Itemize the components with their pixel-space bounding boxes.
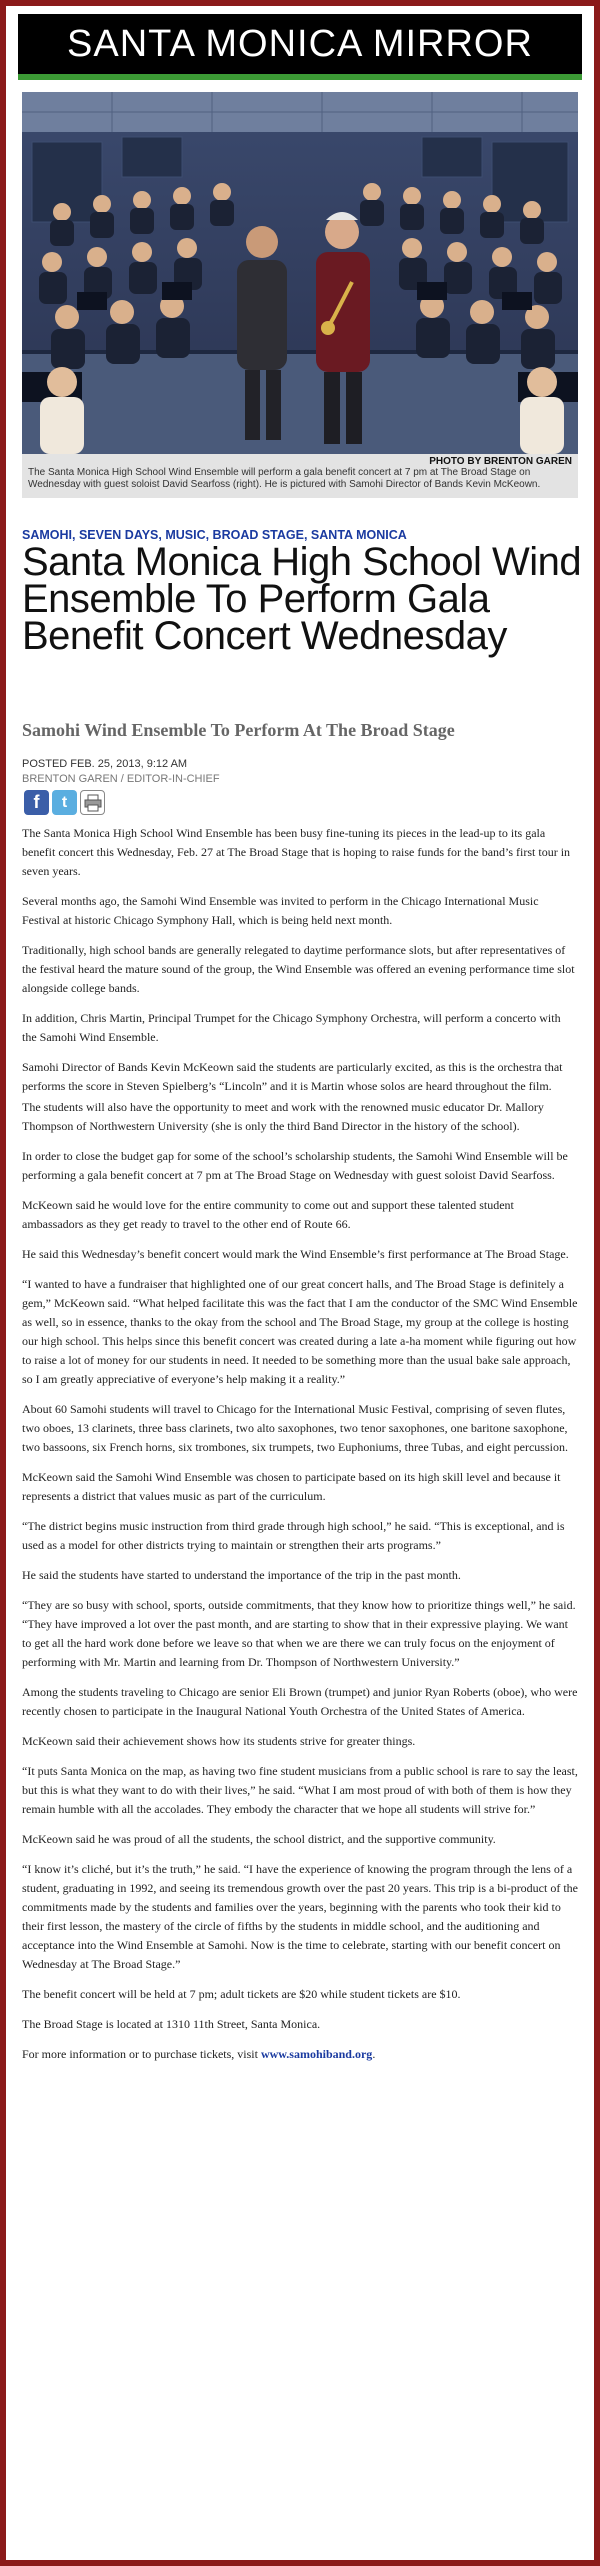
photo-credit: PHOTO BY BRENTON GAREN	[429, 456, 572, 467]
article-paragraph: About 60 Samohi students will travel to Chicago for the International Music Festival, comprising of seven flutes, two oboes, 13 clarinets, three bass clarinets, two alto saxophones, two tenor saxophones, one baritone saxophone, two bassoons, six French horns, six trombones, six trumpets, two Euphoniums, three Tubas, and eight percussion.	[22, 1402, 568, 1454]
share-buttons	[24, 790, 105, 815]
article-paragraph: McKeown said he was proud of all the students, the school district, and the supportive community.	[22, 1832, 496, 1846]
closing-paragraph	[22, 2045, 578, 2064]
printer-glyph	[84, 794, 102, 812]
article-paragraph: The Broad Stage is located at 1310 11th Street, Santa Monica.	[22, 2017, 321, 2031]
masthead-title: SANTA MONICA MIRROR	[67, 22, 533, 65]
twitter-icon[interactable]: t	[52, 790, 77, 815]
article-paragraph: McKeown said their achievement shows how its students strive for greater things.	[22, 1734, 416, 1748]
facebook-icon[interactable]: f	[24, 790, 49, 815]
article-paragraph: “I wanted to have a fundraiser that highlighted one of our great concert halls, and The Broad Stage is definitely a gem,” McKeown said. “What helped facilitate this was the fact that I am the conductor of the SMC Wind Ensemble as well, so in essence, thanks to the okay from the school and The Broad Stage, my group at the college is hosting our high school. This helps since this benefit concert was created during a late a-ha moment while figuring out how to raise a lot of money for our students in need. It needed to be something more than the usual bake sale approach, so I am greatly appreciative of everyone’s help making it a reality.”	[22, 1277, 578, 1386]
article-paragraph: Traditionally, high school bands are generally relegated to daytime performance slots, but after representatives of the festival heard the mature sound of the group, the Wind Ensemble was offered an evening performance time slot alongside college bands.	[22, 943, 575, 995]
article-body	[22, 824, 578, 2075]
article-paragraph: In order to close the budget gap for some of the school’s scholarship students, the Samohi Wind Ensemble will be performing a gala benefit concert at 7 pm at The Broad Stage on Wednesday with guest soloist David Searfoss.	[22, 1149, 568, 1182]
article-page	[6, 6, 594, 2560]
samohiband-link[interactable]: www.samohiband.org	[260, 2047, 373, 2061]
article-paragraph: McKeown said the Samohi Wind Ensemble was chosen to participate based on its high skill level and because it represents a district that values music as part of the curriculum.	[22, 1470, 561, 1503]
article-paragraph: He said the students have started to understand the importance of the trip in the past month.	[22, 1568, 461, 1582]
article-subhead: Samohi Wind Ensemble To Perform At The Broad Stage	[22, 720, 455, 740]
closing-period: .	[372, 2047, 376, 2061]
article-paragraph: “It puts Santa Monica on the map, as having two fine student musicians from a public school is rare to say the least, but this is what they want to do with their lives,” he said. “What I am most proud of with both of them is how they remain humble with all the accolades. They embody the character that we hope all students will strive for.”	[22, 1764, 578, 1816]
photo-caption-box	[22, 454, 578, 498]
band-rehearsal-photo	[22, 92, 578, 454]
article-paragraph: Among the students traveling to Chicago are senior Eli Brown (trumpet) and junior Ryan Roberts (oboe), who were recently chosen to participate in the Inaugural National Youth Orchestra of the United States of America.	[22, 1685, 578, 1718]
article-paragraph: Samohi Director of Bands Kevin McKeown said the students are particularly excited, as this is the orchestra that performs the score in Steven Spielberg’s “Lincoln” and it is Martin whose solos are heard throughout the film.	[22, 1060, 563, 1093]
article-headline: Santa Monica High School Wind Ensemble To Perform Gala Benefit Concert Wednesday	[22, 540, 582, 658]
article-paragraph: The Santa Monica High School Wind Ensemble has been busy fine-tuning its pieces in the lead-up to its gala benefit concert this Wednesday, Feb. 27 at The Broad Stage that is hoping to raise funds for the band’s first tour in seven years.	[22, 826, 571, 878]
print-icon[interactable]	[80, 790, 105, 815]
article-paragraph: He said this Wednesday’s benefit concert would mark the Wind Ensemble’s first performance at The Broad Stage.	[22, 1247, 569, 1261]
article-paragraph: The benefit concert will be held at 7 pm; adult tickets are $20 while student tickets are $10.	[22, 1987, 461, 2001]
article-paragraph: “I know it’s cliché, but it’s the truth,” he said. “I have the experience of knowing the program through the lens of a student, graduating in 1992, and seeing its tremendous growth over the past 20 years. This trip is a bi-product of the commitments made by the students and families over the years, beginning with the parents who took their kid to their first lesson, the mastery of the circle of fifths by the students in middle school, and the auditioning and acceptance into the Wind Ensemble at Samohi. Now is the time to celebrate, starting with our benefit concert on Wednesday at The Broad Stage.”	[22, 1862, 579, 1971]
article-paragraph: McKeown said he would love for the entire community to come out and support these talented student ambassadors as they get ready to travel to the other end of Route 66.	[22, 1198, 514, 1231]
article-paragraph: In addition, Chris Martin, Principal Trumpet for the Chicago Symphony Orchestra, will perform a concerto with the Samohi Wind Ensemble.	[22, 1011, 561, 1044]
article-paragraph: The students will also have the opportunity to meet and work with the renowned music educator Dr. Mallory Thompson of Northwestern University (she is only the third Band Director in the history of the school).	[22, 1100, 544, 1133]
article-paragraph: Several months ago, the Samohi Wind Ensemble was invited to perform in the Chicago International Music Festival at historic Chicago Symphony Hall, which is being held next month.	[22, 894, 539, 927]
category-links[interactable]: SAMOHI, SEVEN DAYS, MUSIC, BROAD STAGE, SANTA MONICA	[22, 528, 407, 542]
article-photo	[22, 92, 578, 454]
byline[interactable]: BRENTON GAREN / EDITOR-IN-CHIEF	[22, 773, 220, 785]
photo-caption: The Santa Monica High School Wind Ensemble will perform a gala benefit concert at 7 pm at The Broad Stage on Wednesday with guest soloist David Searfoss (right). He is pictured with Samohi Director of Bands Kevin McKeown.	[28, 467, 541, 490]
posted-date: POSTED FEB. 25, 2013, 9:12 AM	[22, 758, 188, 770]
article-paragraph: “The district begins music instruction from third grade through high school,” he said. “This is exceptional, and is used as a model for other districts trying to maintain or strengthen their arts programs.”	[22, 1519, 565, 1552]
article-paragraph: “They are so busy with school, sports, outside commitments, that they know how to prioritize things well,” he said. “They have improved a lot over the past month, and are starting to show that in their expressive playing. We want to get all the hard work done before we leave so that when we are there we can truly focus on the enjoyment of performing with Mr. Martin and learning from Dr. Thompson of Northwestern University.”	[22, 1598, 576, 1669]
masthead	[18, 14, 582, 80]
closing-text: For more information or to purchase tickets, visit	[22, 2047, 261, 2061]
